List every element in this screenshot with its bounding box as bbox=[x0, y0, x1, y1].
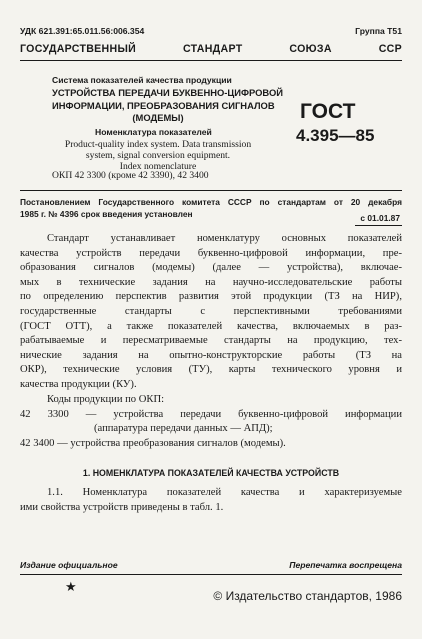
section-heading: 1. НОМЕНКЛАТУРА ПОКАЗАТЕЛЕЙ КАЧЕСТВА УСТРОЙСТВ bbox=[82, 468, 340, 478]
okp-codes: ОКП 42 3300 (кроме 42 3390), 42 3400 bbox=[52, 170, 209, 181]
date-underline bbox=[355, 225, 402, 226]
paragraph-line: 1.1. Номенклатура показателей качества и характеризуемые bbox=[47, 487, 402, 498]
paragraph-line: рабатываемые и пересматриваемые стандарты на продукцию, тех- bbox=[20, 335, 402, 347]
paragraph-line: государственные стандарты с перспективными требованиями bbox=[20, 305, 402, 317]
reprint-notice: Перепечатка воспрещена bbox=[289, 560, 402, 570]
header-rule bbox=[20, 60, 402, 61]
english-title-line: system, signal conversion equipment. bbox=[85, 150, 231, 162]
gost-label: ГОСТ bbox=[300, 100, 356, 123]
decree-line: Постановлением Государственного комитета СССР по стандартам от 20 декабря bbox=[20, 197, 402, 207]
paragraph-line: образования сигналов (модемы) (далее — устройства), включае- bbox=[20, 262, 402, 274]
copyright: © Издательство стандартов, 1986 bbox=[213, 589, 402, 603]
product-title-line: ИНФОРМАЦИИ, ПРЕОБРАЗОВАНИЯ СИГНАЛОВ bbox=[52, 99, 275, 111]
intro-paragraph bbox=[20, 232, 402, 393]
group-code: Группа Т51 bbox=[355, 26, 402, 36]
paragraph-line: мых в технические задания на научно-исследовательские работы bbox=[20, 276, 402, 288]
english-title-line: Index nomenclature bbox=[119, 161, 197, 173]
product-title-line: (МОДЕМЫ) bbox=[132, 112, 184, 124]
paragraph-line: ОКР), технические условия (ТУ), карты технического уровня и bbox=[20, 364, 402, 376]
paragraph-line: (ГОСТ ОТТ), а также показателей качества, включаемых в раз- bbox=[20, 320, 402, 332]
codes-intro: Коды продукции по ОКП: bbox=[47, 394, 165, 405]
star-icon: ★ bbox=[65, 579, 77, 594]
code-item: 42 3300 — устройства передачи буквенно-цифровой информации bbox=[20, 408, 402, 420]
effective-date: с 01.01.87 bbox=[360, 213, 400, 223]
footer-rule bbox=[20, 574, 402, 575]
english-title-line: Product-quality index system. Data transmission bbox=[64, 139, 252, 150]
udk-code: УДК 621.391:65.011.56:006.354 bbox=[20, 26, 145, 36]
title-rule bbox=[20, 190, 402, 191]
product-title-line: УСТРОЙСТВА ПЕРЕДАЧИ БУКВЕННО-ЦИФРОВОЙ bbox=[52, 87, 283, 98]
gost-number: 4.395—85 bbox=[296, 126, 375, 145]
official-edition: Издание официальное bbox=[20, 560, 118, 570]
clause-paragraph bbox=[20, 486, 402, 515]
nomenclature-title: Номенклатура показателей bbox=[95, 127, 212, 137]
decree-text bbox=[20, 197, 402, 220]
system-title: Система показателей качества продукции bbox=[52, 75, 232, 85]
agency-title: ГОСУДАРСТВЕННЫЙ СТАНДАРТ СОЮЗА ССР bbox=[20, 43, 402, 55]
english-title bbox=[55, 139, 261, 173]
product-title bbox=[52, 87, 283, 125]
paragraph-line: по определению перспектив развития этой продукции (ТЗ на НИР), bbox=[20, 291, 402, 303]
paragraph-line: Стандарт устанавливает номенклатуру основных показателей bbox=[47, 233, 402, 244]
paragraph-line: ими свойства устройств приведены в табл. 1. bbox=[20, 501, 224, 513]
paragraph-line: качества продукции (КУ). bbox=[20, 378, 137, 390]
okp-list bbox=[20, 393, 402, 451]
code-item: 42 3400 — устройства преобразования сигналов (модемы). bbox=[20, 437, 286, 449]
paragraph-line: качества устройств передачи буквенно-цифровой информации, пре- bbox=[20, 247, 402, 259]
code-item-continuation: (аппаратура передачи данных — АПД); bbox=[94, 423, 273, 435]
paragraph-line: нические задания на опытно-конструкторские работы (ТЗ на bbox=[20, 349, 402, 361]
decree-line: 1985 г. № 4396 срок введения установлен bbox=[20, 208, 193, 219]
